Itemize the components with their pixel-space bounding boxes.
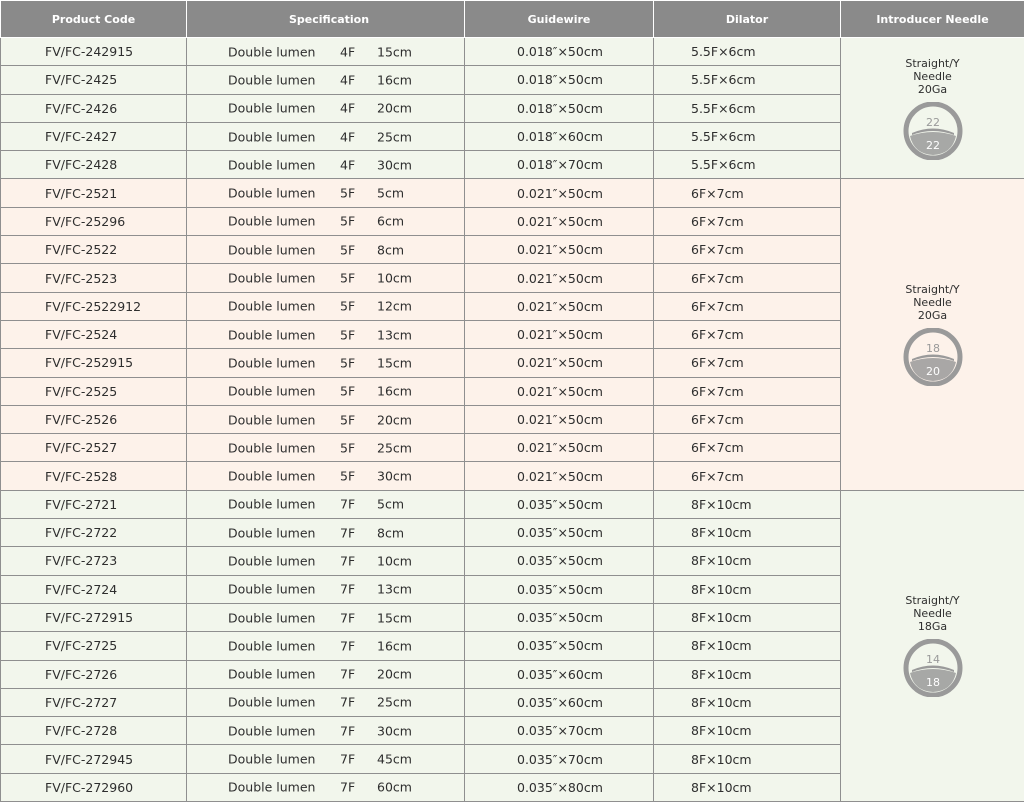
specification-group: [187, 491, 464, 518]
needle-text-line: 20Ga: [917, 309, 948, 323]
dilator-cell: 6F×7cm: [654, 207, 841, 235]
specification-group: [187, 689, 464, 716]
specification-group: [187, 661, 464, 688]
catheter-length: 25cm: [377, 129, 412, 145]
gauge-top-label: 14: [925, 653, 940, 667]
lumen-type: Double lumen: [228, 327, 316, 343]
product-code-cell: FV/FC-25296: [1, 207, 187, 235]
product-code-cell: FV/FC-2428: [1, 151, 187, 179]
specification-group: [187, 462, 464, 489]
guidewire-cell: 0.021″×50cm: [465, 434, 654, 462]
french-size: 5F: [340, 270, 356, 286]
lumen-type: Double lumen: [228, 157, 316, 173]
dilator-cell: 6F×7cm: [654, 405, 841, 433]
lumen-type: Double lumen: [228, 213, 316, 229]
needle-text-line: Straight/Y: [905, 594, 960, 608]
specification-cell: [187, 151, 465, 179]
specification-group: [187, 38, 464, 65]
specification-cell: [187, 717, 465, 745]
needle-description: [841, 283, 1024, 322]
guidewire-cell: 0.035″×70cm: [465, 745, 654, 773]
guidewire-cell: 0.035″×50cm: [465, 632, 654, 660]
guidewire-cell: 0.018″×50cm: [465, 66, 654, 94]
catheter-length: 16cm: [377, 72, 412, 88]
specification-group: [187, 604, 464, 631]
french-size: 7F: [340, 723, 356, 739]
french-size: 7F: [340, 638, 356, 654]
specification-cell: [187, 236, 465, 264]
lumen-type: Double lumen: [228, 610, 316, 626]
french-size: 5F: [340, 412, 356, 427]
guidewire-cell: 0.018″×70cm: [465, 151, 654, 179]
specification-cell: [187, 94, 465, 122]
specification-group: [187, 576, 464, 603]
french-size: 7F: [340, 779, 356, 795]
specification-group: [187, 208, 464, 235]
needle-gauge-icon: [898, 639, 968, 697]
guidewire-cell: 0.021″×50cm: [465, 292, 654, 320]
specification-group: [187, 179, 464, 206]
specification-cell: [187, 122, 465, 150]
needle-description: [841, 57, 1024, 96]
specification-group: [187, 406, 464, 433]
specification-group: [187, 123, 464, 150]
french-size: 7F: [340, 610, 356, 626]
specification-group: [187, 717, 464, 744]
lumen-type: Double lumen: [228, 440, 316, 456]
table-row: [1, 179, 1024, 207]
specification-cell: [187, 519, 465, 547]
french-size: 5F: [340, 213, 356, 229]
guidewire-cell: 0.035″×70cm: [465, 717, 654, 745]
french-size: 5F: [340, 383, 356, 399]
specification-group: [187, 774, 464, 801]
dilator-cell: 6F×7cm: [654, 377, 841, 405]
dilator-cell: 8F×10cm: [654, 688, 841, 716]
french-size: 7F: [340, 581, 356, 597]
dilator-cell: 6F×7cm: [654, 264, 841, 292]
specification-group: [187, 378, 464, 405]
guidewire-cell: 0.035″×50cm: [465, 490, 654, 518]
needle-text-line: Straight/Y: [905, 56, 960, 70]
dilator-cell: 8F×10cm: [654, 745, 841, 773]
catheter-length: 13cm: [377, 327, 412, 343]
guidewire-cell: 0.021″×50cm: [465, 320, 654, 348]
lumen-type: Double lumen: [228, 298, 316, 314]
catheter-length: 25cm: [377, 694, 412, 710]
needle-text-line: Needle: [913, 296, 952, 310]
needle-description: [841, 594, 1024, 633]
french-size: 7F: [340, 525, 356, 541]
specification-cell: [187, 575, 465, 603]
specification-cell: [187, 349, 465, 377]
product-code-cell: FV/FC-2727: [1, 688, 187, 716]
specification-group: [187, 66, 464, 93]
header-dilator: Dilator: [654, 1, 841, 38]
catheter-length: 12cm: [377, 298, 412, 314]
catheter-length: 30cm: [377, 157, 412, 173]
catheter-length: 5cm: [377, 496, 405, 512]
dilator-cell: 6F×7cm: [654, 292, 841, 320]
french-size: 4F: [340, 44, 356, 60]
introducer-needle-cell: [841, 490, 1024, 801]
specification-cell: [187, 434, 465, 462]
specification-cell: [187, 462, 465, 490]
guidewire-cell: 0.035″×60cm: [465, 660, 654, 688]
catheter-length: 8cm: [377, 242, 405, 258]
catheter-length: 20cm: [377, 666, 412, 682]
dilator-cell: 8F×10cm: [654, 773, 841, 801]
dilator-cell: 6F×7cm: [654, 320, 841, 348]
lumen-type: Double lumen: [228, 383, 316, 399]
french-size: 5F: [340, 327, 356, 343]
dilator-cell: 8F×10cm: [654, 660, 841, 688]
gauge-top-label: 18: [925, 342, 940, 356]
specification-group: [187, 236, 464, 263]
dilator-cell: 6F×7cm: [654, 462, 841, 490]
specification-cell: [187, 547, 465, 575]
guidewire-cell: 0.021″×50cm: [465, 179, 654, 207]
guidewire-cell: 0.035″×50cm: [465, 547, 654, 575]
product-code-cell: FV/FC-2522912: [1, 292, 187, 320]
lumen-type: Double lumen: [228, 100, 316, 116]
lumen-type: Double lumen: [228, 44, 316, 60]
dilator-cell: 8F×10cm: [654, 575, 841, 603]
product-code-cell: FV/FC-2523: [1, 264, 187, 292]
product-code-cell: FV/FC-2726: [1, 660, 187, 688]
specification-group: [187, 547, 464, 574]
specification-group: [187, 264, 464, 291]
product-code-cell: FV/FC-2528: [1, 462, 187, 490]
catheter-length: 30cm: [377, 723, 412, 739]
guidewire-cell: 0.021″×50cm: [465, 349, 654, 377]
dilator-cell: 8F×10cm: [654, 632, 841, 660]
french-size: 7F: [340, 751, 356, 767]
product-code-cell: FV/FC-2425: [1, 66, 187, 94]
french-size: 4F: [340, 157, 356, 173]
product-code-cell: FV/FC-2728: [1, 717, 187, 745]
guidewire-cell: 0.018″×50cm: [465, 94, 654, 122]
dilator-cell: 8F×10cm: [654, 547, 841, 575]
catheter-length: 20cm: [377, 100, 412, 116]
gauge-bottom-label: 22: [925, 138, 940, 152]
dilator-cell: 5.5F×6cm: [654, 38, 841, 66]
specification-cell: [187, 773, 465, 801]
specification-cell: [187, 688, 465, 716]
dilator-cell: 5.5F×6cm: [654, 94, 841, 122]
table-header-row: [1, 1, 1024, 38]
gauge-top-label: 22: [925, 115, 940, 129]
french-size: 5F: [340, 298, 356, 314]
guidewire-cell: 0.021″×50cm: [465, 236, 654, 264]
needle-text-line: 20Ga: [917, 82, 948, 96]
specification-cell: [187, 490, 465, 518]
guidewire-cell: 0.035″×50cm: [465, 603, 654, 631]
french-size: 5F: [340, 185, 356, 201]
specification-group: [187, 95, 464, 122]
dilator-cell: 6F×7cm: [654, 179, 841, 207]
catheter-length: 60cm: [377, 779, 412, 795]
guidewire-cell: 0.021″×50cm: [465, 207, 654, 235]
french-size: 5F: [340, 355, 356, 371]
specification-group: [187, 745, 464, 772]
guidewire-cell: 0.021″×50cm: [465, 462, 654, 490]
french-size: 5F: [340, 440, 356, 456]
specification-cell: [187, 745, 465, 773]
lumen-type: Double lumen: [228, 638, 316, 654]
product-code-cell: FV/FC-2722: [1, 519, 187, 547]
catheter-length: 20cm: [377, 412, 412, 427]
specification-cell: [187, 660, 465, 688]
lumen-type: Double lumen: [228, 355, 316, 371]
dilator-cell: 8F×10cm: [654, 490, 841, 518]
lumen-type: Double lumen: [228, 666, 316, 682]
lumen-type: Double lumen: [228, 694, 316, 710]
catheter-length: 6cm: [377, 213, 405, 229]
lumen-type: Double lumen: [228, 581, 316, 597]
specification-cell: [187, 292, 465, 320]
dilator-cell: 5.5F×6cm: [654, 151, 841, 179]
product-code-cell: FV/FC-2524: [1, 320, 187, 348]
catheter-length: 5cm: [377, 185, 405, 201]
product-code-cell: FV/FC-2525: [1, 377, 187, 405]
specification-group: [187, 151, 464, 178]
dilator-cell: 8F×10cm: [654, 519, 841, 547]
needle-text-line: Straight/Y: [905, 283, 960, 297]
product-code-cell: FV/FC-252915: [1, 349, 187, 377]
table-row: [1, 490, 1024, 518]
guidewire-cell: 0.018″×60cm: [465, 122, 654, 150]
dilator-cell: 5.5F×6cm: [654, 66, 841, 94]
lumen-type: Double lumen: [228, 242, 316, 258]
product-code-cell: FV/FC-2725: [1, 632, 187, 660]
guidewire-cell: 0.018″×50cm: [465, 38, 654, 66]
catheter-length: 45cm: [377, 751, 412, 767]
introducer-needle-cell: [841, 179, 1024, 490]
catheter-length: 25cm: [377, 440, 412, 456]
gauge-bottom-label: 20: [925, 365, 940, 379]
specification-group: [187, 519, 464, 546]
catheter-length: 10cm: [377, 553, 412, 569]
product-code-cell: FV/FC-2527: [1, 434, 187, 462]
guidewire-cell: 0.035″×50cm: [465, 519, 654, 547]
guidewire-cell: 0.035″×60cm: [465, 688, 654, 716]
dilator-cell: 6F×7cm: [654, 349, 841, 377]
product-code-cell: FV/FC-2723: [1, 547, 187, 575]
guidewire-cell: 0.021″×50cm: [465, 264, 654, 292]
gauge-bottom-label: 18: [925, 676, 940, 690]
guidewire-cell: 0.021″×50cm: [465, 377, 654, 405]
french-size: 7F: [340, 694, 356, 710]
specification-cell: [187, 179, 465, 207]
product-code-cell: FV/FC-272915: [1, 603, 187, 631]
french-size: 4F: [340, 100, 356, 116]
french-size: 5F: [340, 468, 356, 484]
specification-cell: [187, 264, 465, 292]
table-row: [1, 38, 1024, 66]
product-code-cell: FV/FC-2427: [1, 122, 187, 150]
lumen-type: Double lumen: [228, 72, 316, 88]
product-code-cell: FV/FC-2522: [1, 236, 187, 264]
french-size: 7F: [340, 553, 356, 569]
product-code-cell: FV/FC-2724: [1, 575, 187, 603]
specification-group: [187, 434, 464, 461]
french-size: 5F: [340, 242, 356, 258]
lumen-type: Double lumen: [228, 129, 316, 145]
header-specification: Specification: [187, 1, 465, 38]
lumen-type: Double lumen: [228, 723, 316, 739]
needle-gauge-icon: [898, 328, 968, 386]
catheter-length: 15cm: [377, 355, 412, 371]
lumen-type: Double lumen: [228, 496, 316, 512]
specification-cell: [187, 320, 465, 348]
guidewire-cell: 0.035″×80cm: [465, 773, 654, 801]
dilator-cell: 6F×7cm: [654, 434, 841, 462]
product-code-cell: FV/FC-242915: [1, 38, 187, 66]
specification-group: [187, 321, 464, 348]
guidewire-cell: 0.021″×50cm: [465, 405, 654, 433]
product-code-cell: FV/FC-2721: [1, 490, 187, 518]
table-body: [1, 38, 1024, 802]
introducer-needle-cell: [841, 38, 1024, 179]
french-size: 7F: [340, 496, 356, 512]
product-code-cell: FV/FC-272960: [1, 773, 187, 801]
product-code-cell: FV/FC-2426: [1, 94, 187, 122]
lumen-type: Double lumen: [228, 468, 316, 484]
lumen-type: Double lumen: [228, 270, 316, 286]
needle-gauge-icon: [898, 102, 968, 160]
specification-group: [187, 293, 464, 320]
lumen-type: Double lumen: [228, 553, 316, 569]
catheter-length: 16cm: [377, 383, 412, 399]
needle-text-line: Needle: [913, 69, 952, 83]
catheter-length: 15cm: [377, 610, 412, 626]
lumen-type: Double lumen: [228, 412, 316, 427]
lumen-type: Double lumen: [228, 185, 316, 201]
catheter-length: 30cm: [377, 468, 412, 484]
catheter-length: 10cm: [377, 270, 412, 286]
dilator-cell: 8F×10cm: [654, 603, 841, 631]
specification-cell: [187, 603, 465, 631]
lumen-type: Double lumen: [228, 751, 316, 767]
needle-text-line: Needle: [913, 607, 952, 621]
specification-group: [187, 349, 464, 376]
french-size: 4F: [340, 72, 356, 88]
specification-cell: [187, 66, 465, 94]
product-code-cell: FV/FC-272945: [1, 745, 187, 773]
header-product-code: Product Code: [1, 1, 187, 38]
catheter-length: 13cm: [377, 581, 412, 597]
specification-cell: [187, 377, 465, 405]
specification-group: [187, 632, 464, 659]
header-introducer-needle: Introducer Needle: [841, 1, 1024, 38]
guidewire-cell: 0.035″×50cm: [465, 575, 654, 603]
dilator-cell: 8F×10cm: [654, 717, 841, 745]
french-size: 4F: [340, 129, 356, 145]
catheter-length: 15cm: [377, 44, 412, 60]
lumen-type: Double lumen: [228, 779, 316, 795]
specification-cell: [187, 207, 465, 235]
header-guidewire: Guidewire: [465, 1, 654, 38]
french-size: 7F: [340, 666, 356, 682]
lumen-type: Double lumen: [228, 525, 316, 541]
dilator-cell: 5.5F×6cm: [654, 122, 841, 150]
dilator-cell: 6F×7cm: [654, 236, 841, 264]
specification-cell: [187, 632, 465, 660]
product-code-cell: FV/FC-2521: [1, 179, 187, 207]
specification-cell: [187, 38, 465, 66]
specification-cell: [187, 405, 465, 433]
product-code-cell: FV/FC-2526: [1, 405, 187, 433]
catheter-length: 16cm: [377, 638, 412, 654]
needle-text-line: 18Ga: [917, 620, 948, 634]
catheter-length: 8cm: [377, 525, 405, 541]
